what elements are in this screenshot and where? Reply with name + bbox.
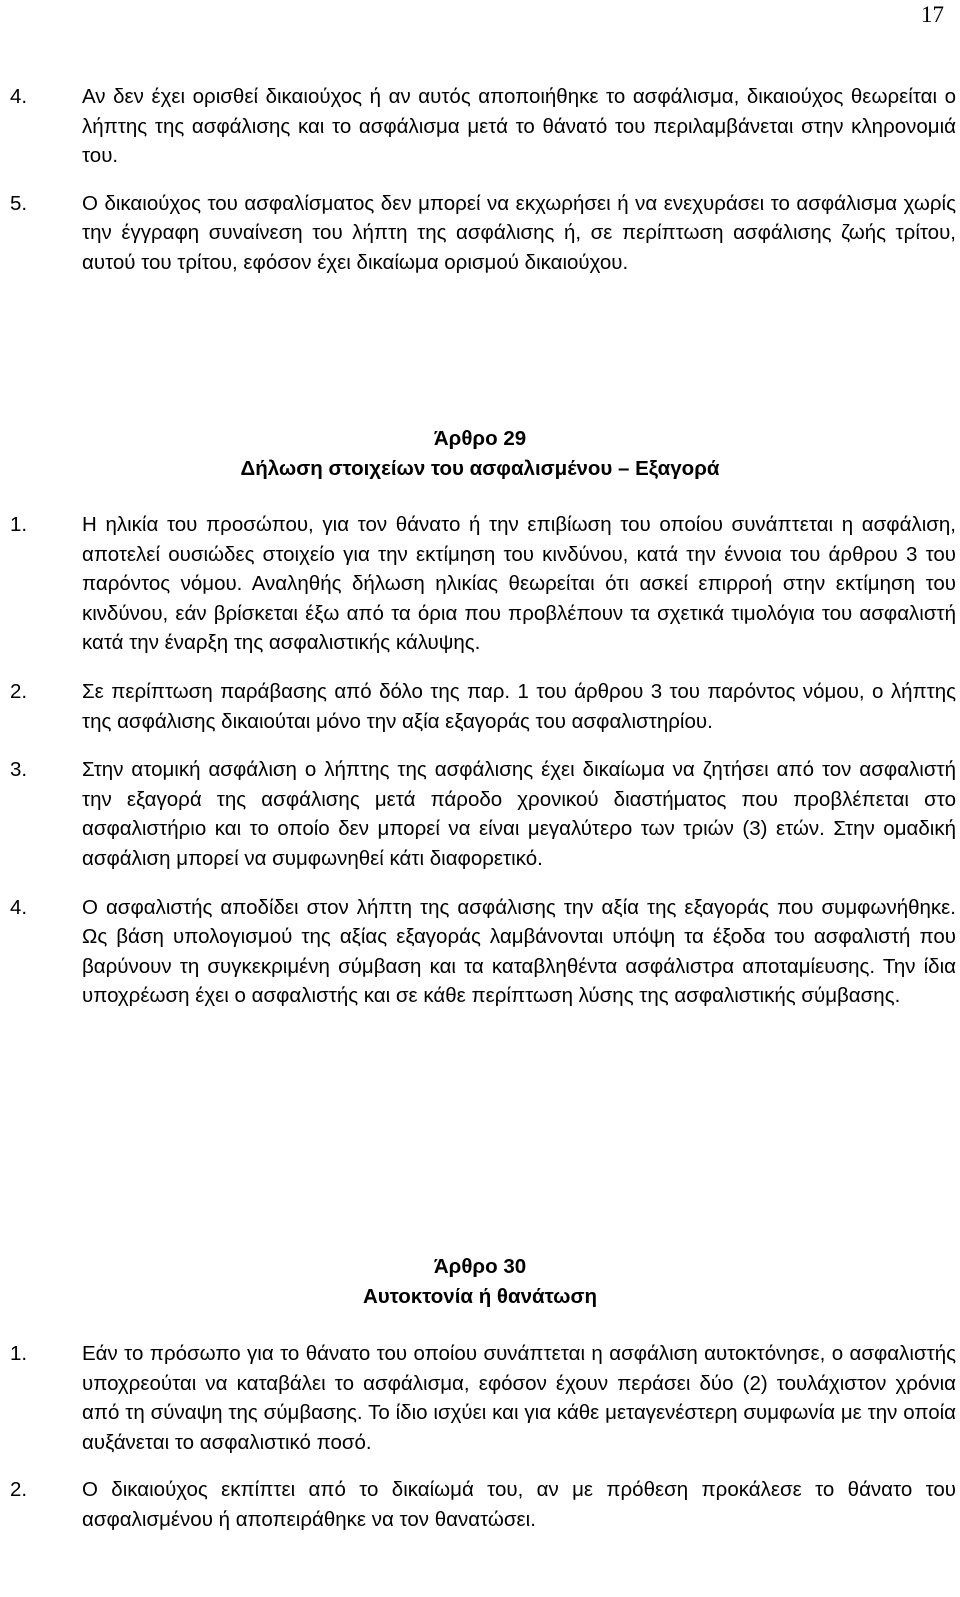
article-subtitle: Δήλωση στοιχείων του ασφαλισμένου – Εξαγορά <box>240 456 720 480</box>
paragraph-number: 2. <box>10 1478 28 1502</box>
article-28-continued <box>10 82 956 278</box>
paragraph-2 <box>10 677 956 736</box>
article-29-body <box>10 510 956 1011</box>
article-29-heading <box>0 424 960 483</box>
article-subtitle: Αυτοκτονία ή θανάτωση <box>362 1284 598 1308</box>
article-30-heading <box>0 1252 960 1311</box>
article-30-body <box>10 1339 956 1535</box>
paragraph-3 <box>10 755 956 873</box>
paragraph-number: 1. <box>10 513 28 536</box>
paragraph-number: 5. <box>10 191 28 215</box>
paragraph-number: 2. <box>10 679 28 703</box>
paragraph-text: Η ηλικία του προσώπου, για τον θάνατο ή την επιβίωση του οποίου συνάπτεται η ασφάλιση, αποτελεί ουσιώδες στοιχείο για την εκτίμηση του κινδύνου, κατά την έννοια του άρθρου 3 του παρόντος νόμου. Αναληθής δήλωση ηλικίας θεωρείται ότι ασκεί επιρροή στην εκτίμηση του κινδύνου, εάν βρίσκεται έξω από τα όρια που προβλέπουν τα σχετικά τιμολόγια του ασφαλιστή κατά την έναρξη της ασφαλιστικής κάλυψης. <box>82 513 956 655</box>
paragraph-number: 4. <box>10 85 28 108</box>
paragraph-4 <box>10 82 956 171</box>
paragraph-text: Αν δεν έχει ορισθεί δικαιούχος ή αν αυτός αποποιήθηκε το ασφάλισμα, δικαιούχος θεωρείται ο λήπτης της ασφάλισης και το ασφάλισμα μετά το θάνατό του περιλαμβάνεται στην κληρονομιά του. <box>82 85 956 168</box>
article-title: Άρθρο 30 <box>433 1255 527 1278</box>
page-number: 17 <box>921 2 944 27</box>
paragraph-text: Στην ατομική ασφάλιση ο λήπτης της ασφάλισης έχει δικαίωμα να ζητήσει από τον ασφαλιστή την εξαγορά της ασφάλισης μετά πάροδο χρονικού διαστήματος που προβλέπεται στο ασφαλιστήριο και το οποίο δεν μπορεί να είναι μεγαλύτερο των τριών (3) ετών. Στην ομαδική ασφάλιση μπορεί να συμφωνηθεί κάτι διαφορετικό. <box>82 758 956 870</box>
paragraph-number: 3. <box>10 758 28 782</box>
paragraph-1 <box>10 1339 956 1457</box>
paragraph-2 <box>10 1475 956 1534</box>
paragraph-text: Ο δικαιούχος εκπίπτει από το δικαίωμά του, αν με πρόθεση προκάλεσε το θάνατο του ασφαλισμένου ή αποπειράθηκε να τον θανατώσει. <box>82 1478 956 1531</box>
paragraph-number: 4. <box>10 895 28 919</box>
paragraph-text: Ο δικαιούχος του ασφαλίσματος δεν μπορεί να εκχωρήσει ή να ενεχυράσει το ασφάλισμα χωρίς την έγγραφη συναίνεση του λήπτη της ασφάλισης ή, σε περίπτωση ασφάλισης ζωής τρίτου, αυτού του τρίτου, εφόσον έχει δικαίωμα ορισμού δικαιούχου. <box>82 191 956 274</box>
article-title: Άρθρο 29 <box>433 427 527 450</box>
paragraph-5 <box>10 189 956 278</box>
paragraph-1 <box>10 510 956 658</box>
paragraph-text: Εάν το πρόσωπο για το θάνατο του οποίου συνάπτεται η ασφάλιση αυτοκτόνησε, ο ασφαλιστής υποχρεούται να καταβάλει το ασφάλισμα, εφόσον έχουν περάσει δύο (2) τουλάχιστον χρόνια από τη σύναψη της σύμβασης. Το ίδιο ισχύει και για κάθε μεταγενέστερη συμφωνία με την οποία αυξάνεται το ασφαλιστικό ποσό. <box>82 1342 956 1454</box>
paragraph-number: 1. <box>10 1342 28 1365</box>
paragraph-4 <box>10 893 956 1011</box>
paragraph-text: Σε περίπτωση παράβασης από δόλο της παρ. 1 του άρθρου 3 του παρόντος νόμου, ο λήπτης της ασφάλισης δικαιούται μόνο την αξία εξαγοράς του ασφαλιστηρίου. <box>82 679 956 733</box>
paragraph-text: Ο ασφαλιστής αποδίδει στον λήπτη της ασφάλισης την αξία της εξαγοράς που συμφωνήθηκε. Ως βάση υπολογισμού της αξίας εξαγοράς λαμβάνονται υπόψη τα έξοδα του ασφαλιστή που βαρύνουν τη συγκεκριμένη σύμβαση και τα καταβληθέντα ασφάλιστρα αποταμίευσης. Την ίδια υποχρέωση έχει ο ασφαλιστής και σε κάθε περίπτωση λύσης της ασφαλιστικής σύμβασης. <box>82 895 956 1008</box>
